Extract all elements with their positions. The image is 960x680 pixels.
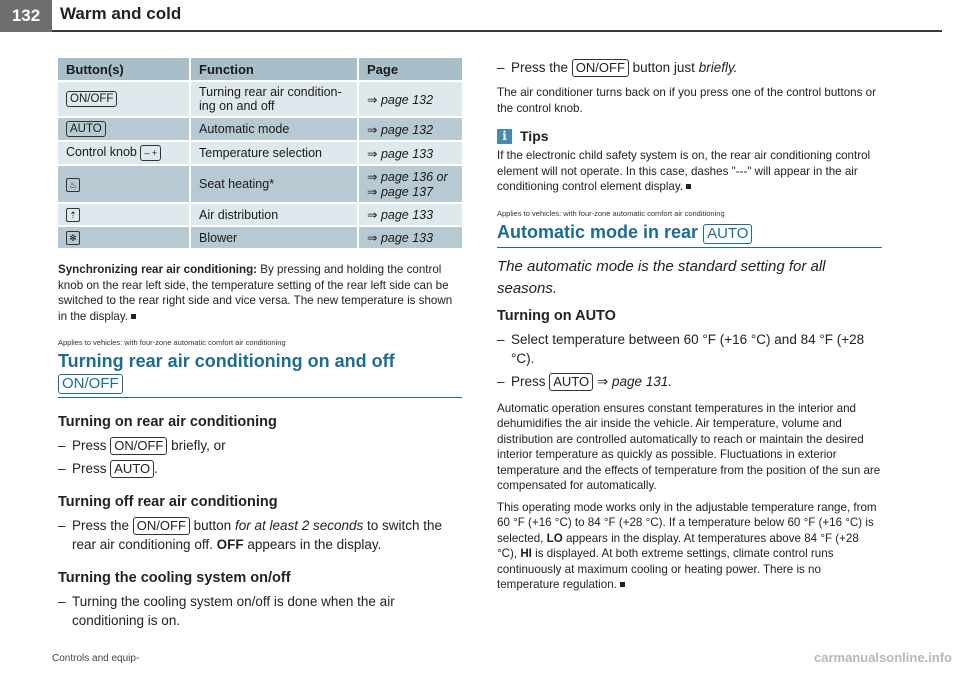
step-text: Press xyxy=(511,373,550,389)
table-cell-function: Temperature selection xyxy=(191,140,359,164)
sync-paragraph xyxy=(58,262,462,324)
table-cell-function: Seat heating* xyxy=(191,164,359,202)
table-cell-page: ⇒ page 133 xyxy=(359,225,462,248)
tips-text: If the electronic child safety system is on, the rear air conditioning control element will not operate. In this case, dashes "---" will appear in the air conditioning control element display. xyxy=(497,149,871,193)
section-heading-text: Automatic mode in rear xyxy=(497,221,699,242)
para-text: This operating mode works only in the adjustable temperature range, from 60 °F (+16 °C) to 84 °F (+28 °C). If a temperature below 60 °F (+16 °C) is selected, xyxy=(497,500,877,545)
auto-heading: Turning on AUTO xyxy=(497,307,616,324)
auto-paragraph-2 xyxy=(497,500,882,593)
applies-note: Applies to vehicles: with four-zone automatic comfort air conditioning xyxy=(497,208,725,218)
step-emphasis: ⇒ page 131. xyxy=(593,373,673,389)
page-header xyxy=(0,0,960,36)
step xyxy=(497,372,882,391)
step-text: Press xyxy=(72,438,111,453)
table-header-buttons: Button(s) xyxy=(58,58,191,80)
step-text: . xyxy=(154,461,158,476)
info-icon: i xyxy=(497,129,512,144)
table-cell-page: ⇒ page 133 xyxy=(359,140,462,164)
step-bold: OFF xyxy=(216,537,244,552)
off-heading: Turning off rear air conditioning xyxy=(58,494,278,510)
step-text: button just xyxy=(628,60,699,75)
table-cell-function: Automatic mode xyxy=(191,116,359,140)
on-heading: Turning on rear air conditioning xyxy=(58,414,277,430)
on-off-key: ON/OFF xyxy=(133,517,190,535)
heading-auto-key: AUTO xyxy=(703,224,752,244)
section-subtitle: The automatic mode is the standard setting for all seasons. xyxy=(497,257,826,297)
table-cell-page: ⇒ page 132 xyxy=(359,80,462,116)
step-text: to switch the rear air conditioning off. xyxy=(72,518,443,552)
sync-text: By pressing and holding the control knob on the rear left side, the temperature setting of the rear left side can be switched to the rear right side and vice versa. The new temperature is shown in the display. xyxy=(58,263,453,323)
auto-key: AUTO xyxy=(549,373,593,391)
auto-key: AUTO xyxy=(66,121,106,137)
para-bold: HI xyxy=(520,547,532,560)
tips-paragraph xyxy=(497,148,882,195)
table-cell-page: ⇒ page 136 or ⇒ page 137 xyxy=(359,164,462,202)
end-mark-icon xyxy=(131,314,136,319)
cooling-heading: Turning the cooling system on/off xyxy=(58,570,291,586)
turns-back-paragraph: The air conditioner turns back on if you press one of the control buttons or the control knob. xyxy=(497,86,876,115)
table-cell-function: Blower xyxy=(191,225,359,248)
auto-paragraph-1: Automatic operation ensures constant temperatures in the interior and dehumidifies the air inside the vehicle. Air temperature, volume and distribution are controlled automatically to reach or maintain the desired interior temperature as quickly as possible. Fluctuations in exterior temperature and the effects of temperature from the position of the sun are compensated for automatically. xyxy=(497,401,881,492)
table-row xyxy=(58,80,462,116)
auto-key: AUTO xyxy=(110,460,154,478)
step xyxy=(58,459,462,478)
tips-header xyxy=(497,128,882,144)
tips-label: Tips xyxy=(520,128,549,144)
step-text: Press xyxy=(72,461,111,476)
table-header-function: Function xyxy=(191,58,359,80)
section-heading xyxy=(497,222,882,244)
end-mark-icon xyxy=(686,184,691,189)
seat-heating-icon: ♨ xyxy=(66,178,80,192)
step-text: Press the xyxy=(511,60,572,75)
knob-minus-plus-icon: – + xyxy=(140,145,161,161)
para-bold: LO xyxy=(546,531,563,545)
table-cell-button xyxy=(58,225,191,248)
table-header-row xyxy=(58,58,462,80)
step: – Turning the cooling system on/off is done when the air conditioning is on. xyxy=(58,592,462,630)
heading-on-off-key: ON/OFF xyxy=(58,374,123,394)
on-off-key: ON/OFF xyxy=(572,59,629,77)
table-cell-button xyxy=(58,202,191,225)
step xyxy=(497,58,882,77)
on-off-key: ON/OFF xyxy=(110,437,167,455)
right-column xyxy=(497,58,882,593)
table-cell-button xyxy=(58,80,191,116)
para-text: is displayed. At both extreme settings, climate control runs continuously at maximum cooling or heating power. There is no temperature regulation. xyxy=(497,547,834,591)
table-cell-page: ⇒ page 133 xyxy=(359,202,462,225)
table-cell-page: ⇒ page 132 xyxy=(359,116,462,140)
table-row xyxy=(58,140,462,164)
step-emphasis: briefly. xyxy=(698,60,738,75)
on-off-key: ON/OFF xyxy=(66,91,117,107)
step-text: briefly, or xyxy=(167,438,226,453)
end-mark-icon xyxy=(620,582,625,587)
step-text: appears in the display. xyxy=(243,537,382,552)
sync-label: Synchronizing rear air conditioning: xyxy=(58,263,258,276)
table-cell-function: Air distribution xyxy=(191,202,359,225)
table-cell-button xyxy=(58,116,191,140)
page-number: 132 xyxy=(0,0,52,32)
header-rule xyxy=(52,30,942,32)
heading-rule xyxy=(497,247,882,248)
section-heading-text: Turning rear air conditioning on and off xyxy=(58,351,395,371)
control-knob-label: Control knob xyxy=(66,145,137,159)
section-heading xyxy=(58,351,462,394)
step xyxy=(58,436,462,455)
table-row xyxy=(58,164,462,202)
left-column xyxy=(58,58,462,634)
table-header-page: Page xyxy=(359,58,462,80)
step-text: Press the xyxy=(72,518,133,533)
table-cell-button xyxy=(58,164,191,202)
table-row xyxy=(58,116,462,140)
step-emphasis: for at least 2 seconds xyxy=(234,518,364,533)
para-text: appears in the display. At temperatures above 84 °F (+28 °C), xyxy=(497,531,859,560)
watermark[interactable]: carmanualsonline.info xyxy=(814,650,952,665)
table-cell-function: Turning rear air condition-ing on and off xyxy=(191,80,359,116)
step-text: button xyxy=(189,518,235,533)
function-table xyxy=(58,58,462,248)
table-row xyxy=(58,202,462,225)
heading-rule xyxy=(58,397,462,398)
step xyxy=(58,516,462,554)
step: – Select temperature between 60 °F (+16 °C) and 84 °F (+28 °C). xyxy=(497,330,882,368)
applies-note: Applies to vehicles: with four-zone automatic comfort air conditioning xyxy=(58,338,286,347)
table-cell-button xyxy=(58,140,191,164)
section-title: Warm and cold xyxy=(60,4,182,23)
blower-icon: ✻ xyxy=(66,231,80,245)
table-row xyxy=(58,225,462,248)
air-distribution-icon: ⇡ xyxy=(66,208,80,222)
footer-note: Controls and equip- xyxy=(52,653,140,664)
